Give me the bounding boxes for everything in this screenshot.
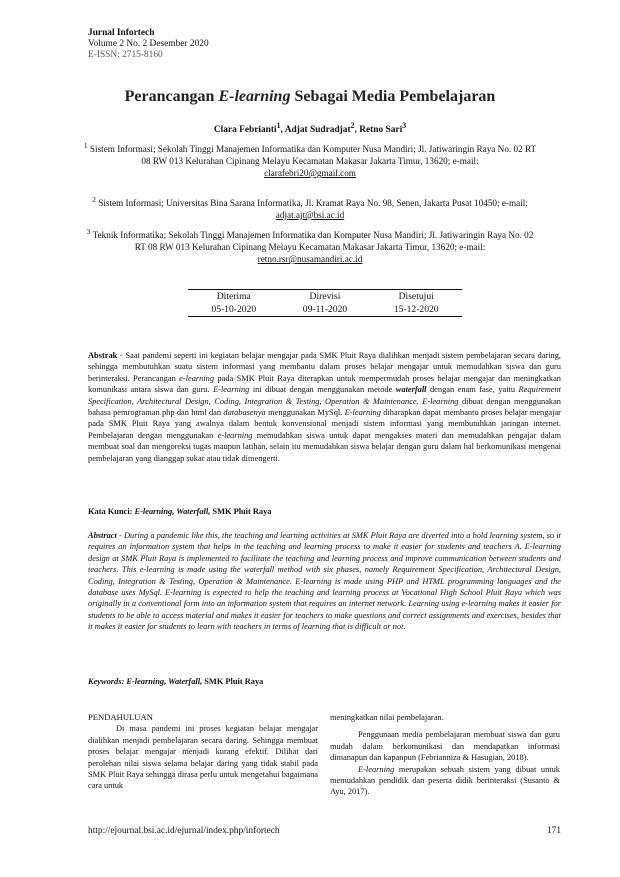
affiliation-2-sup: 2 [92, 195, 96, 204]
abstrak-label: Abstrak [88, 351, 118, 360]
accepted-label: Disetujui [398, 291, 434, 302]
abstract-text: - During a pandemic like this, the teaching and learning activities at SMK Pluit Raya are diverted into a bold learning system, so it requires an information system that helps in the teaching and learning process to make it easier for students and teachers A. E-learning design at SMK Pluit Raya is implemented to facilitate the teaching and learning process and improve communication between students and teachers. This e-learning is made using the waterfall method with six phases, namely Requirement Specification, Architectural Design, Coding, Integration & Testing, Operation & Maintenance. E-learning is made using PHP and HTML programming languages and the database uses MySql. E-learning is expected to help the teaching and learning process at Vocational High School Pluit Raya which was originally in a conventional form into an information system that requires an internet network. Learning using e-learning makes it easier for students to be able to access material and makes it easier for teachers to make questions and correct assignments and exercises, besides that it makes it easier for students to learn with teachers in terms of learning that is difficult or not. [88, 531, 561, 632]
affiliation-2-text: Sistem Informasi; Universitas Bina Sarana Informatika, Jl. Kramat Raya No. 98, Senen, Jakarta Pusat 10450; e-mail: [95, 198, 528, 209]
keywords-rest: SMK Pluit Raya [202, 677, 264, 686]
abstrak-italic-3: waterfall [395, 385, 427, 395]
affiliation-1 [80, 140, 540, 179]
abstrak-text-4: dengan enam fase, yaitu [426, 385, 519, 395]
body-italic-elearning: E-learning [358, 764, 395, 774]
kata-kunci [88, 506, 561, 517]
body-right-column [330, 712, 560, 798]
affiliation-3-sup: 3 [86, 227, 91, 236]
affiliation-1-email[interactable]: clarafebri20@gmail.com [264, 168, 356, 179]
kata-kunci-rest: SMK Pluit Raya [210, 507, 272, 516]
kata-kunci-italic: E-learning, Waterfall, [134, 507, 211, 516]
title-post: Sebagai Media Pembelajaran [290, 88, 496, 105]
affiliation-1-text: Sistem Informasi; Sekolah Tinggi Manajemen Informatika dan Komputer Nusa Mandiri; Jl. Jatiwaringin Raya No. 02 RT 08 RW 013 Kelurahan Cipinang Melayu Kecamatan Makasar Jakarta Timur, 13620; e-mail: [87, 144, 537, 167]
keywords-en [88, 676, 561, 687]
author-1-sup: 1 [276, 121, 281, 130]
abstract-en [88, 530, 561, 633]
abstrak-text-2: pada SMK Pluit Raya diterapkan untuk mempermudah proses belajar mengajar dan meningkatkan komunikasi antara siswa dan guru. [88, 373, 561, 395]
journal-issn: E-ISSN: 2715-8160 [88, 50, 163, 60]
revised-label: Direvisi [309, 291, 341, 302]
body-paragraph-continued: meningkatkan nilai pembelajaran. [330, 713, 444, 722]
abstrak-italic-5: databasenya [223, 408, 266, 418]
abstrak-text-5: dibuat dengan menggunakan bahasa pemrograman php dan html dan [88, 396, 561, 418]
abstract-label: Abstract [88, 531, 117, 540]
revised-date: 09-11-2020 [302, 304, 348, 315]
affiliation-2-email[interactable]: adjat.ajt@bsi.ac.id [275, 210, 345, 221]
abstrak-text-8: memudahkan siswa untuk dapat mengakses materi dan memudahkan pengajar dalam membuat soal dan mengoreksi tugas maupun latihan, selain itu memudahkan siswa belajar dengan guru dalam hal berkomunikasi mengenai pembelajaran yang dianggap sukar atau tidak dimengerti. [88, 430, 561, 463]
journal-header [88, 28, 209, 61]
paper-title [60, 88, 560, 106]
received-date: 05-10-2020 [211, 304, 257, 315]
affiliation-3-text: Teknik Informatika; Sekolah Tinggi Manajemen Informatika dan Komputer Nusa Mandiri; Jl. Jatiwaringin Raya No. 02 RT 08 RW 013 Kelurahan Cipinang Melayu Kecamatan Makasar Jakarta Timur, 13620; e-mail: [90, 230, 534, 253]
author-1: Clara Febrianti [213, 125, 277, 136]
abstrak-text-7: diharapkan dapat membantu proses belajar mengajar pada SMK Pluit Raya yang awalnya dalam bentuk konvensional menjadi sistem informasi yang membutuhkan jaringan internet. Pembelajaran dengan menggunakan [88, 408, 561, 440]
author-3: Retno Sari [359, 125, 403, 136]
accepted-date: 15-12-2020 [393, 304, 439, 315]
journal-volume: Volume 2 No. 2 Desember 2020 [88, 39, 209, 49]
abstrak-text-3: ini dibuat dengan menggunakan metode [249, 385, 396, 395]
author-list: Clara Febrianti$^1$, Adjat Sudradjat$^2$, Retno Sari$^3$ [213, 121, 407, 136]
affiliation-3-email[interactable]: retno.rsr@nusamandiri.ac.id [257, 254, 363, 265]
author-2-sup: 2 [350, 121, 355, 130]
dates-table [188, 289, 462, 317]
section-heading: PENDAHULUAN [88, 712, 153, 722]
affiliation-1-sup: 1 [83, 141, 88, 150]
abstrak-text-6: menggunakan MySql. [265, 408, 345, 418]
abstrak [88, 350, 561, 464]
abstrak-italic-4: Requirement Specification, Architectural Design, Coding, Integration & Testing, Operation & Maintenance. E-learning [88, 385, 562, 406]
body-paragraph-3-text: merupakan sebuah sistem yang dibuat untuk memudahkan pendidik dan peserta didik berinteraksi (Susanto & Ayu, 2017). [330, 764, 560, 797]
abstrak-italic-2: E-learning [213, 385, 250, 395]
page-footer [88, 826, 561, 836]
footer-url[interactable]: http://ejournal.bsi.ac.id/ejurnal/index.php/infortech [88, 826, 280, 836]
kata-kunci-label: Kata Kunci: [88, 507, 135, 516]
body-paragraph-2: Penggunaan media pembelajaran membuat siswa dan guru mudah dalam berkomunikasi dan mendapatkan informasi dimanapun dan kapanpun (Febrianniza & Hasugian, 2018). [330, 730, 560, 763]
affiliation-3 [80, 226, 540, 265]
abstrak-italic-7: e-learning [217, 430, 253, 440]
title-pre: Perancangan [124, 88, 219, 105]
affiliation-2 [80, 194, 540, 221]
journal-name: Jurnal Infortech [88, 28, 155, 38]
author-3-sup: 3 [402, 121, 407, 130]
author-2: Adjat Sudradjat [284, 125, 351, 136]
body-paragraph-3 [330, 764, 560, 798]
keywords-italic: E-learning, Waterfall, [126, 677, 203, 686]
keywords-label: Keywords: [88, 677, 127, 686]
title-italic: E-learning [218, 88, 291, 105]
abstrak-italic-1: e-learning [179, 373, 215, 383]
page-number: 171 [546, 826, 561, 836]
body-left-column [88, 712, 318, 792]
received-label: Diterima [216, 291, 251, 302]
abstrak-text-1: - Saat pandemi seperti ini kegiatan belajar mengajar pada SMK Pluit Raya dialihkan menjadi sistem pembelajaran secara daring, sehingga membutuhkan suatu sistem informasi yang membantu dalam proses belajar mengajar untuk memudahkan siswa dan guru berinteraksi. Perancangan [88, 351, 561, 383]
abstrak-italic-6: E-learning [344, 408, 381, 418]
body-paragraph-1: Di masa pandemi ini proses kegiatan belajar mengajar dialihkan menjadi pembelajaran secara daring. Sehingga membuat proses belajar mengajar menjadi kurang efektif. Dilihat dari perolehan nilai siswa selama belajar daring yang tidak stabil pada SMK Pluit Raya sehingga dirasa perlu untuk mengetahui bagaimana cara untuk [88, 724, 318, 791]
